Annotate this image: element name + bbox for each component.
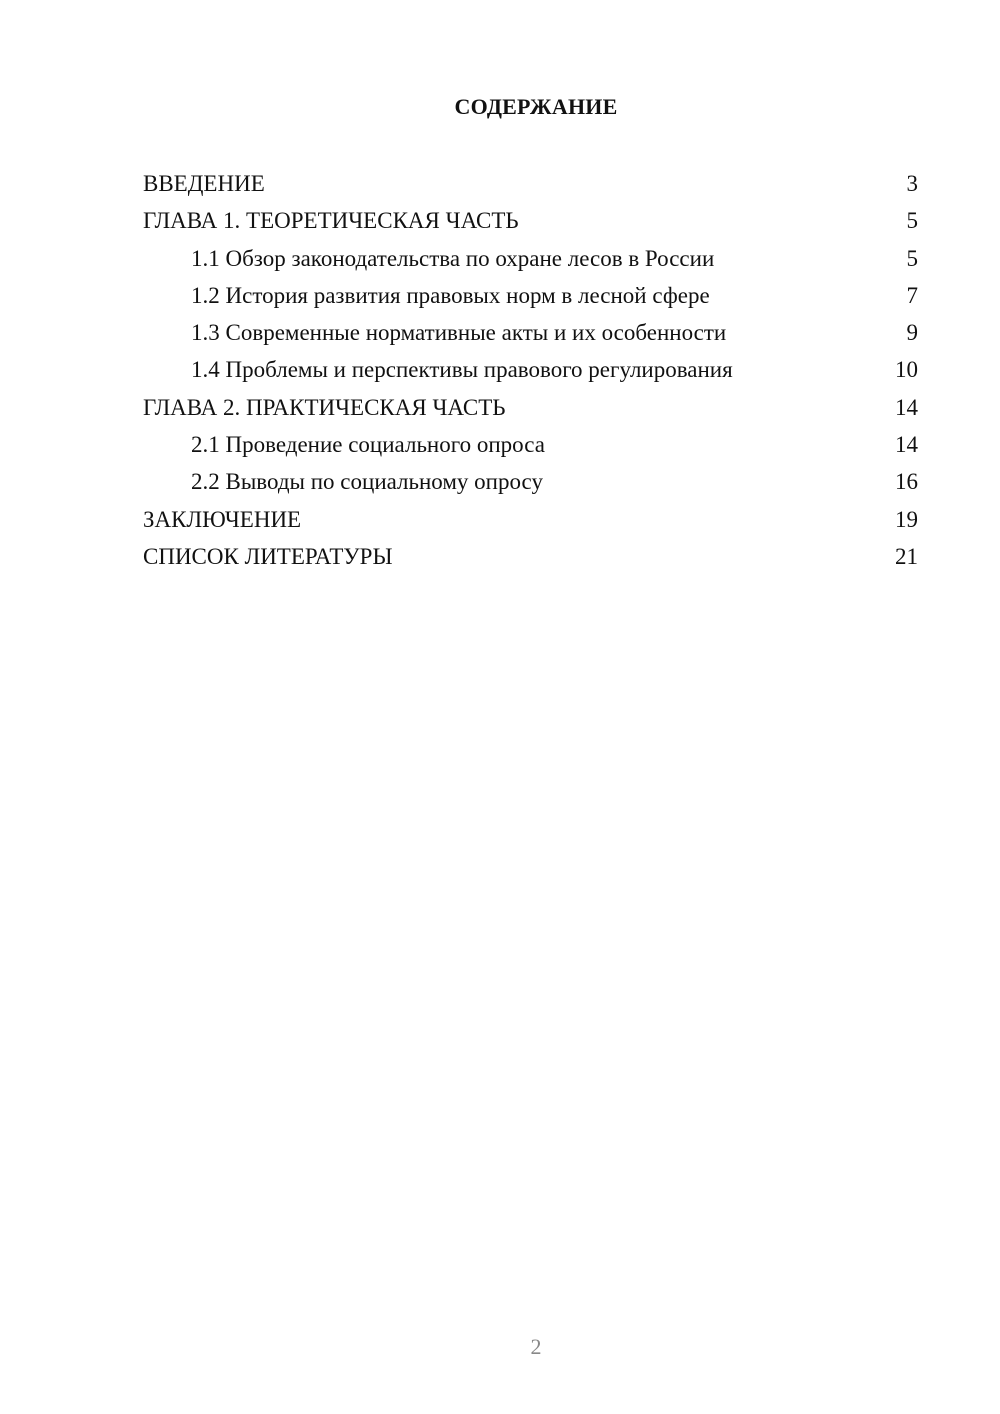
table-of-contents xyxy=(143,168,918,578)
toc-entry-label: 1.4 Проблемы и перспективы правового регулирования xyxy=(191,357,733,383)
toc-entry-label: 1.1 Обзор законодательства по охране лесов в России xyxy=(191,245,715,271)
toc-entry-page: 21 xyxy=(895,543,918,569)
toc-entry-label: 2.2 Выводы по социальному опросу xyxy=(191,469,543,495)
toc-entry-page: 14 xyxy=(895,432,918,458)
toc-entry-label: ВВЕДЕНИЕ xyxy=(143,171,265,196)
toc-entry-page: 14 xyxy=(895,394,918,420)
toc-entry-label: ГЛАВА 1. ТЕОРЕТИЧЕСКАЯ ЧАСТЬ xyxy=(143,208,519,234)
toc-entry-label: СПИСОК ЛИТЕРАТУРЫ xyxy=(143,543,393,569)
toc-entry-page: 7 xyxy=(906,282,918,308)
toc-entry xyxy=(143,504,918,541)
toc-entry-page: 16 xyxy=(895,469,918,495)
toc-entry xyxy=(143,541,918,578)
toc-entry-page: 10 xyxy=(895,357,918,383)
toc-entry-label: ГЛАВА 2. ПРАКТИЧЕСКАЯ ЧАСТЬ xyxy=(143,394,506,420)
toc-entry-label: 1.2 История развития правовых норм в лесной сфере xyxy=(191,282,710,308)
toc-subentry xyxy=(143,243,918,280)
page-title: СОДЕРЖАНИЕ xyxy=(454,94,618,119)
toc-entry-label: 1.3 Современные нормативные акты и их особенности xyxy=(191,320,727,346)
toc-entry xyxy=(143,168,918,205)
page-number: 2 xyxy=(530,1334,542,1359)
toc-entry-page: 5 xyxy=(906,245,918,271)
toc-entry xyxy=(143,205,918,242)
toc-subentry xyxy=(143,317,918,354)
toc-entry-page: 9 xyxy=(906,320,918,346)
toc-entry-page: 19 xyxy=(895,506,918,532)
toc-entry-page: 5 xyxy=(906,208,918,234)
toc-subentry xyxy=(143,354,918,391)
toc-subentry xyxy=(143,429,918,466)
toc-subentry xyxy=(143,280,918,317)
toc-entry-page: 3 xyxy=(906,171,918,196)
toc-subentry xyxy=(143,466,918,503)
toc-entry-label: 2.1 Проведение социального опроса xyxy=(191,432,545,458)
toc-entry-label: ЗАКЛЮЧЕНИЕ xyxy=(143,506,302,532)
toc-entry xyxy=(143,392,918,429)
